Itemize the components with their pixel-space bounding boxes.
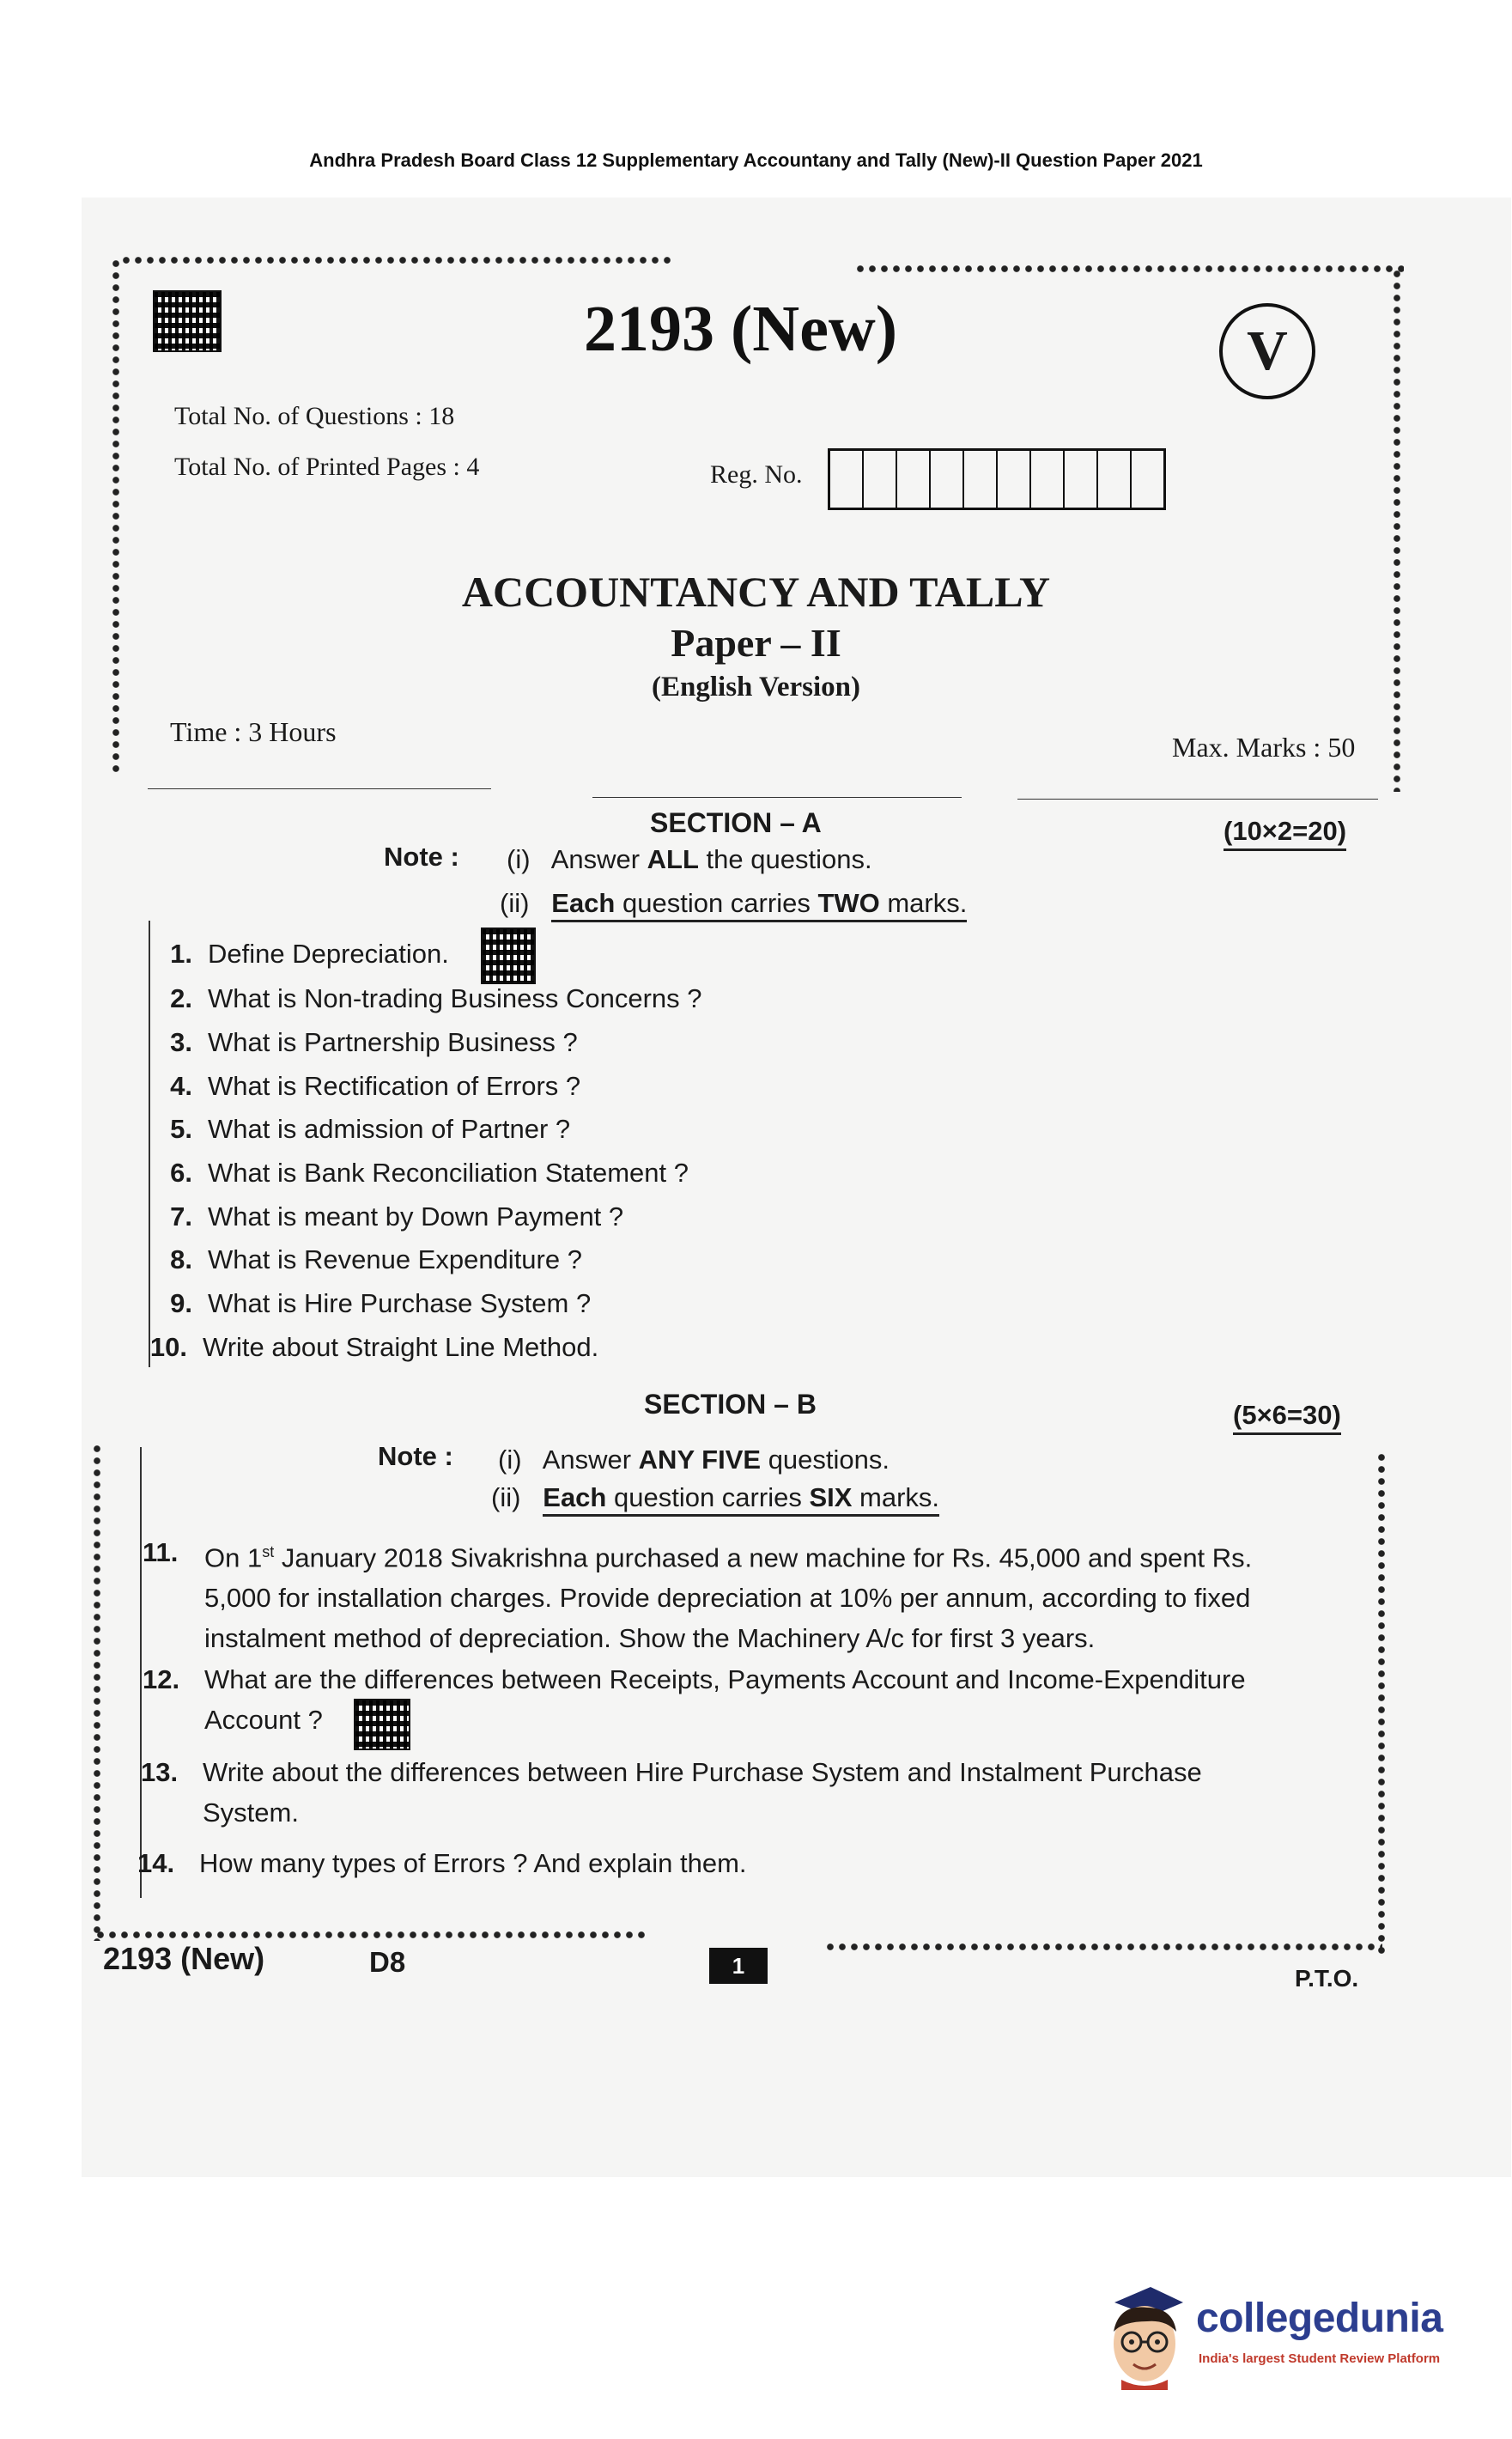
question-text: What is Revenue Expenditure ? <box>208 1244 582 1274</box>
section-b-note-label: Note : <box>378 1441 453 1471</box>
reg-cell[interactable] <box>1098 451 1132 508</box>
question-number: 9. <box>170 1288 192 1318</box>
note-number: (i) <box>507 844 531 874</box>
question-number: 3. <box>170 1027 192 1057</box>
note-text: question carries <box>615 888 818 918</box>
note-number: (ii) <box>500 888 530 918</box>
qr-code-icon <box>481 928 536 984</box>
note-emphasis: Each <box>543 1482 607 1512</box>
question-13 <box>141 1752 1291 1833</box>
note-emphasis: ANY FIVE <box>638 1445 762 1475</box>
question-4 <box>151 1071 580 1102</box>
note-text: marks. <box>852 1482 940 1512</box>
footer-code: 2193 (New) <box>103 1941 265 1976</box>
question-text: Write about Straight Line Method. <box>203 1332 599 1362</box>
section-b-marks: (5×6=30) <box>1233 1400 1341 1435</box>
note-number: (ii) <box>491 1482 521 1512</box>
qr-code-icon <box>153 290 222 352</box>
reg-cell[interactable] <box>897 451 931 508</box>
question-number: 7. <box>170 1201 192 1232</box>
section-a-note-1 <box>507 844 872 875</box>
question-text: What are the differences between Receipts, Payments Account and Income-Expenditure Account ? <box>204 1664 1246 1735</box>
subject-title: ACCOUNTANCY AND TALLY <box>461 568 1051 616</box>
question-number: 14. <box>137 1848 175 1878</box>
question-3 <box>151 1027 578 1058</box>
question-text-part: On 1 <box>204 1542 263 1573</box>
total-questions: Total No. of Questions : 18 <box>174 402 455 430</box>
qr-code-icon <box>354 1699 410 1750</box>
question-text: What is admission of Partner ? <box>208 1114 571 1144</box>
note-number: (i) <box>498 1445 522 1475</box>
question-number: 13. <box>141 1757 179 1787</box>
ordinal-suffix: st <box>262 1543 275 1560</box>
language-version: (English Version) <box>652 672 860 703</box>
border-dots-bottom-right <box>824 1943 1382 1951</box>
max-marks: Max. Marks : 50 <box>1172 732 1356 763</box>
section-b-title: SECTION – B <box>644 1389 817 1420</box>
question-6 <box>151 1158 689 1189</box>
divider <box>148 788 491 789</box>
paper-number: Paper – II <box>671 621 841 665</box>
question-number: 5. <box>170 1114 192 1144</box>
collegedunia-tagline: India's largest Student Review Platform <box>1199 2351 1441 2366</box>
note-text: questions. <box>761 1445 890 1475</box>
question-text: What is Hire Purchase System ? <box>208 1288 592 1318</box>
border-dots-left-b <box>93 1443 101 1941</box>
question-text: What is Rectification of Errors ? <box>208 1071 581 1101</box>
reg-cell[interactable] <box>998 451 1031 508</box>
section-a-marks: (10×2=20) <box>1224 816 1346 851</box>
page-caption: Andhra Pradesh Board Class 12 Supplementary Accountany and Tally (New)-II Question Paper 2021 <box>309 149 1203 171</box>
footer-set: D8 <box>369 1946 406 1978</box>
collegedunia-logo-text: collegedunia <box>1196 2296 1443 2341</box>
question-text: How many types of Errors ? And explain them. <box>199 1848 747 1878</box>
reg-no-boxes[interactable] <box>828 448 1166 510</box>
question-text-part: January 2018 Sivakrishna purchased a new machine for Rs. 45,000 and spent Rs. 5,000 for installation charges. Provide depreciation at 10% per annum, according to fixed instalment method of depreciation. Show the Machinery A/c for first 3 years. <box>204 1542 1253 1654</box>
section-b-note-2 <box>491 1482 939 1513</box>
question-12 <box>143 1659 1293 1740</box>
divider <box>592 797 962 798</box>
border-dots-right <box>1393 268 1401 792</box>
question-number: 1. <box>170 939 192 969</box>
question-number: 6. <box>170 1158 192 1188</box>
note-emphasis: TWO <box>817 888 880 918</box>
border-dots-top-left <box>120 256 674 265</box>
page-number-value: 1 <box>732 1953 745 1979</box>
question-text: What is Partnership Business ? <box>208 1027 578 1057</box>
question-number: 2. <box>170 983 192 1013</box>
reg-no-label: Reg. No. <box>710 460 803 489</box>
question-number: 8. <box>170 1244 192 1274</box>
question-number: 10. <box>149 1332 187 1362</box>
question-8 <box>151 1244 582 1275</box>
question-14 <box>137 1848 747 1879</box>
question-number: 11. <box>143 1537 179 1567</box>
question-7 <box>151 1201 623 1232</box>
total-pages: Total No. of Printed Pages : 4 <box>174 453 480 481</box>
question-number: 4. <box>170 1071 192 1101</box>
pto-label: P.T.O. <box>1295 1965 1359 1992</box>
question-2 <box>151 983 701 1014</box>
reg-cell[interactable] <box>931 451 964 508</box>
question-text: Write about the differences between Hire Purchase System and Instalment Purchase System. <box>203 1757 1202 1828</box>
reg-cell[interactable] <box>1065 451 1098 508</box>
question-10 <box>146 1332 598 1363</box>
question-text: What is Bank Reconciliation Statement ? <box>208 1158 689 1188</box>
question-text <box>204 1532 1293 1658</box>
reg-cell[interactable] <box>1132 451 1163 508</box>
paper-code: 2193 (New) <box>584 293 898 365</box>
question-text: What is meant by Down Payment ? <box>208 1201 624 1232</box>
note-emphasis: Each <box>551 888 616 918</box>
question-number: 12. <box>143 1664 180 1694</box>
border-dots-bottom-left <box>94 1931 648 1939</box>
question-text: Define Depreciation. <box>208 939 449 969</box>
section-a-title: SECTION – A <box>650 807 822 838</box>
question-5 <box>151 1114 570 1145</box>
section-a-note-label: Note : <box>384 842 459 872</box>
question-text: What is Non-trading Business Concerns ? <box>208 983 702 1013</box>
section-a-note-2 <box>500 888 967 919</box>
border-dots-right-b <box>1377 1451 1386 1958</box>
page-number <box>709 1948 768 1984</box>
version-letter: V <box>1247 319 1288 382</box>
question-11 <box>143 1532 1293 1658</box>
note-emphasis: ALL <box>647 844 699 874</box>
border-dots-top-right <box>854 265 1404 273</box>
reg-cell[interactable] <box>830 451 864 508</box>
section-b-note-1 <box>498 1445 890 1475</box>
note-text: question carries <box>606 1482 810 1512</box>
divider <box>1017 799 1378 800</box>
note-text: Answer <box>542 1445 639 1475</box>
version-mark <box>1219 303 1315 399</box>
question-1 <box>151 939 449 970</box>
question-9 <box>151 1288 591 1319</box>
reg-cell[interactable] <box>964 451 998 508</box>
note-text: Answer <box>550 844 647 874</box>
reg-cell[interactable] <box>1031 451 1065 508</box>
note-text: marks. <box>879 888 968 918</box>
collegedunia-mascot-icon <box>1097 2278 1192 2390</box>
reg-cell[interactable] <box>864 451 897 508</box>
note-emphasis: SIX <box>809 1482 853 1512</box>
time-allowed: Time : 3 Hours <box>170 716 337 747</box>
note-text: the questions. <box>698 844 872 874</box>
section-a-rule <box>149 921 150 1367</box>
